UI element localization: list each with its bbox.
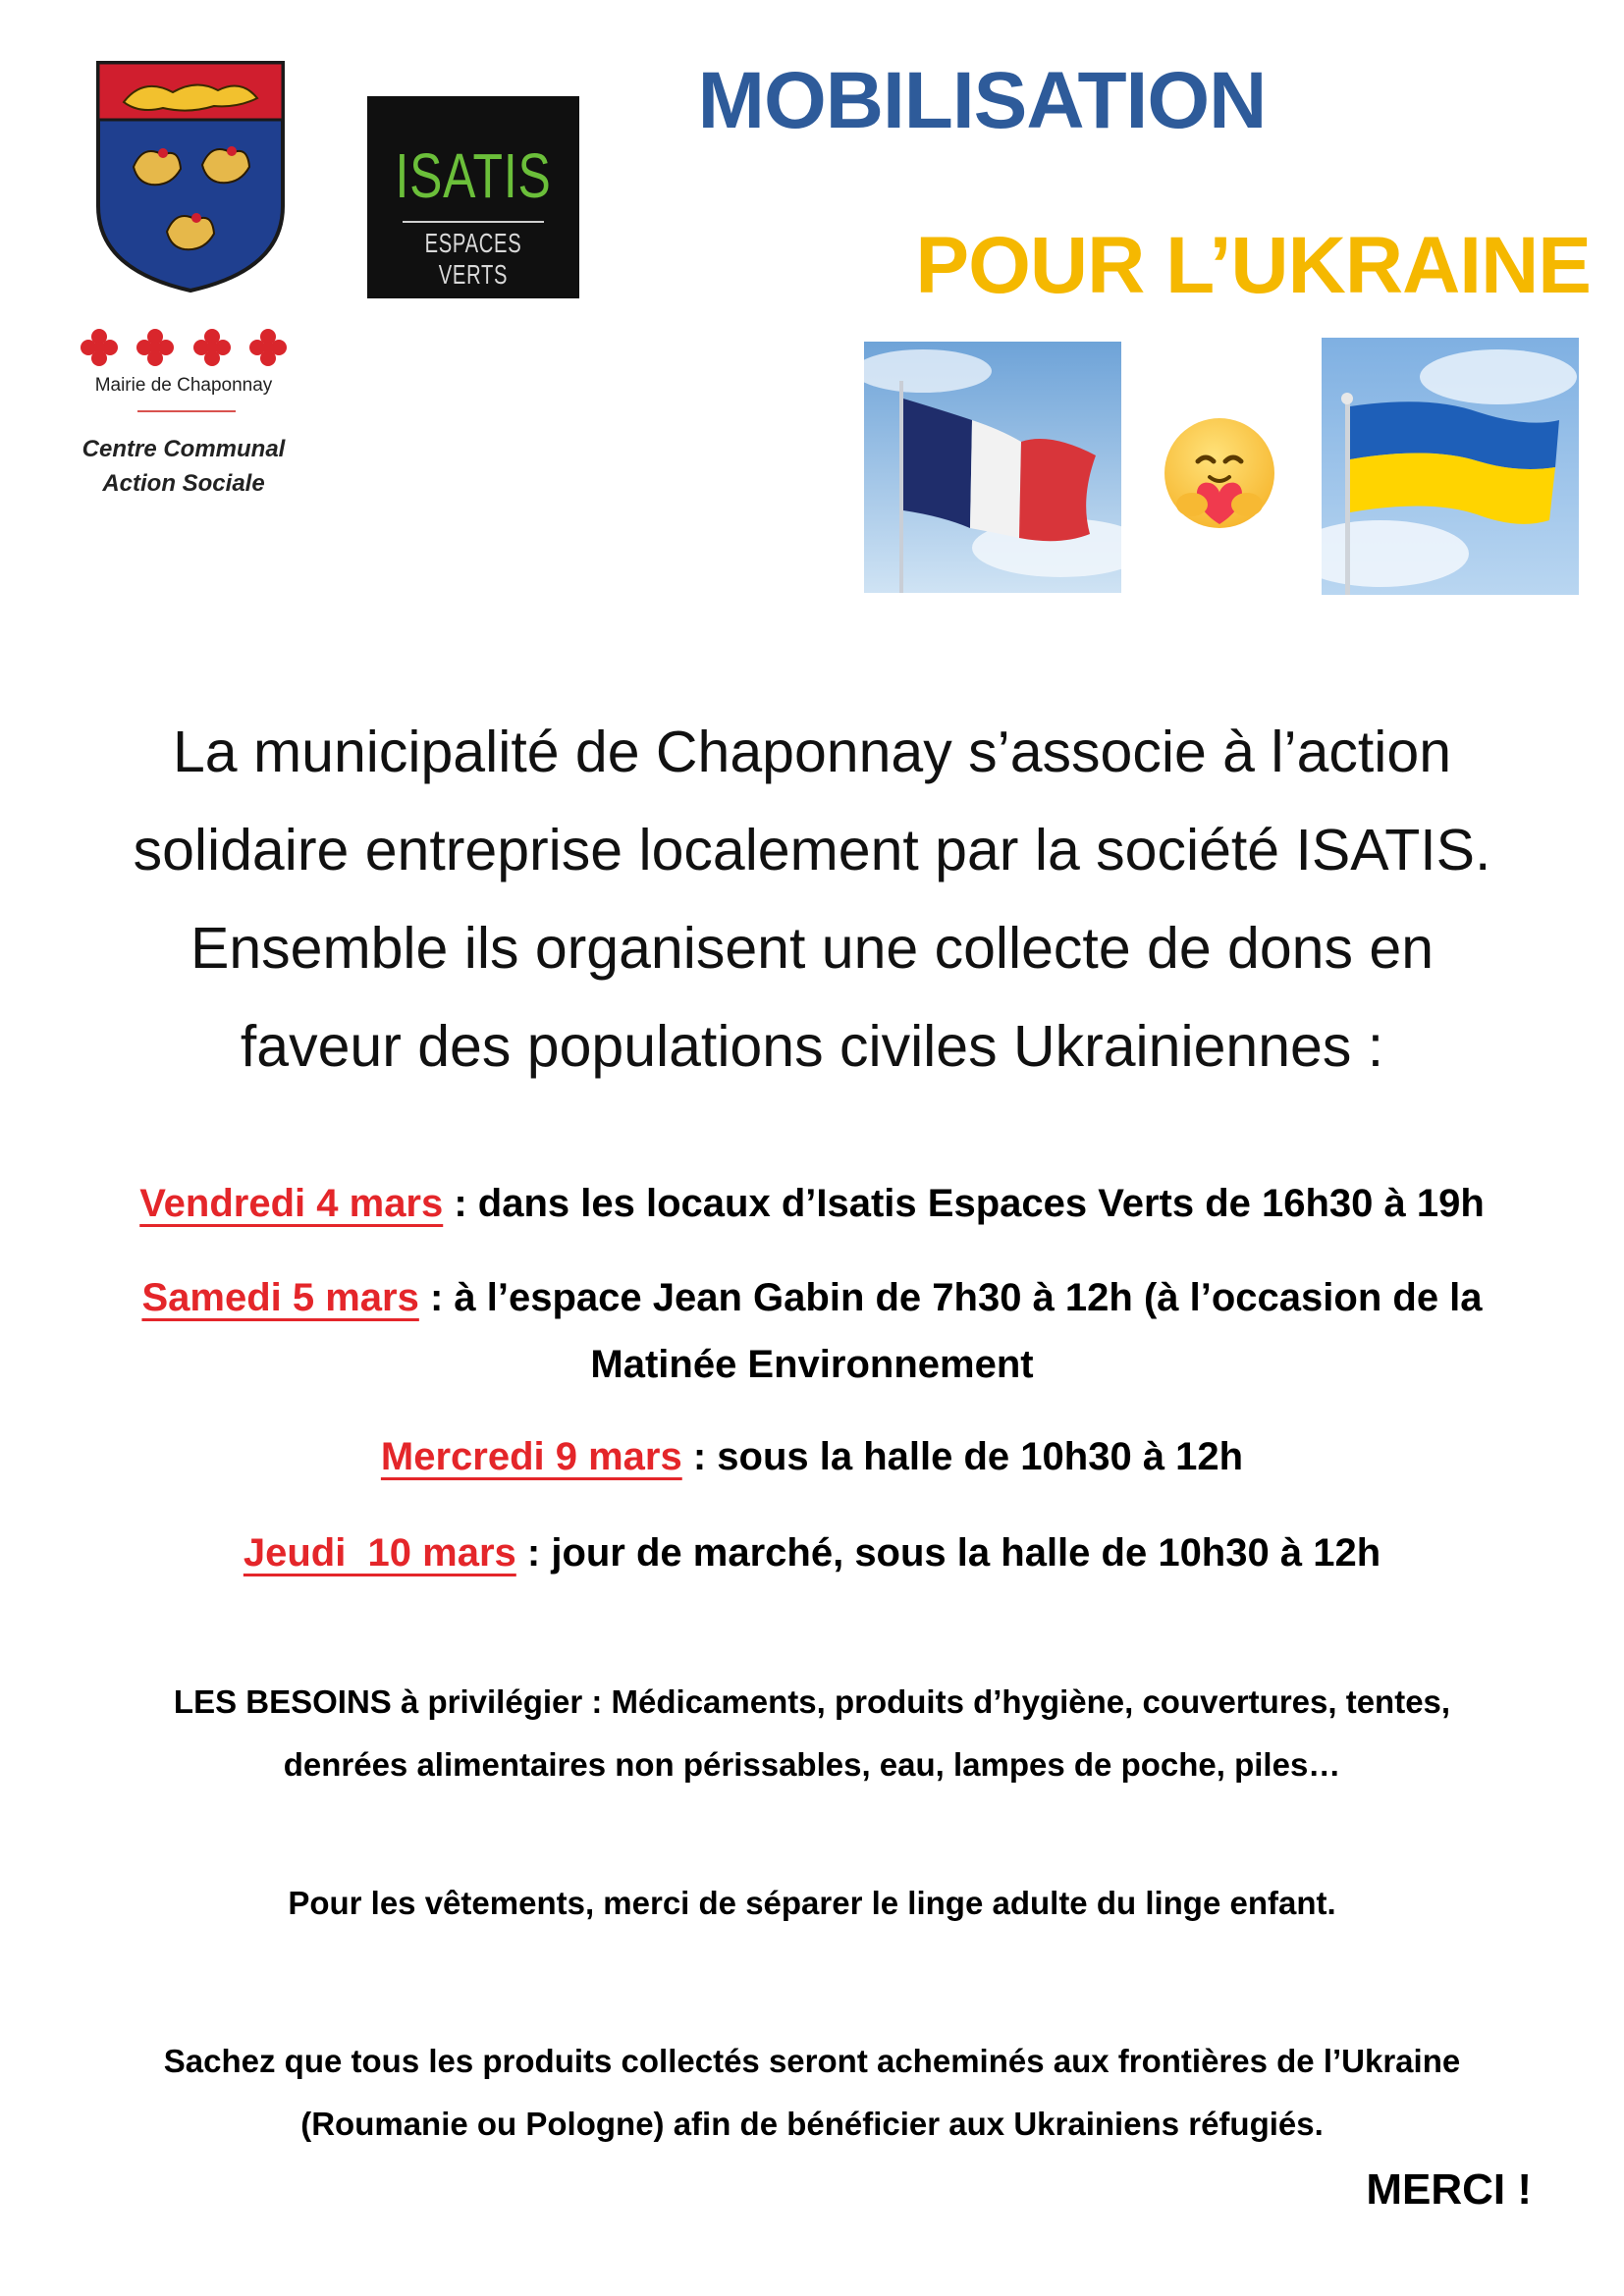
schedule-item xyxy=(39,1264,1585,1398)
isatis-logo-divider xyxy=(403,221,544,223)
isatis-logo xyxy=(367,96,579,298)
ukrainian-flag-photo xyxy=(1322,338,1579,595)
schedule-details: : dans les locaux d’Isatis Espaces Verts de 16h30 à 19h xyxy=(443,1182,1485,1225)
needs-line: LES BESOINS à privilégier : Médicaments, produits d’hygiène, couvertures, tentes, xyxy=(173,1683,1451,1720)
intro-line: faveur des populations civiles Ukrainiennes : xyxy=(240,1014,1384,1079)
schedule-details-continued: Matinée Environnement xyxy=(590,1343,1034,1386)
final-line: (Roumanie ou Pologne) afin de bénéficier aux Ukrainiens réfugiés. xyxy=(300,2106,1324,2142)
schedule-day: Vendredi 4 mars xyxy=(139,1182,444,1225)
schedule-day: Mercredi 9 mars xyxy=(380,1435,682,1478)
schedule-day: Samedi 5 mars xyxy=(141,1276,419,1319)
final-line: Sachez que tous les produits collectés seront acheminés aux frontières de l’Ukraine xyxy=(163,2043,1461,2079)
intro-line: solidaire entreprise localement par la société ISATIS. xyxy=(133,818,1491,882)
merci-text: MERCI ! xyxy=(1366,2165,1532,2214)
final-paragraph xyxy=(39,2030,1585,2156)
schedule-item xyxy=(39,1170,1585,1237)
care-hug-emoji-icon xyxy=(1159,414,1280,536)
flower-icon xyxy=(248,328,288,367)
isatis-logo-subtitle: ESPACES VERTS xyxy=(424,228,522,290)
mairie-label: Mairie de Chaponnay xyxy=(94,375,273,396)
ccas-line2: Action Sociale xyxy=(102,470,265,497)
intro-line: La municipalité de Chaponnay s’associe à l’action xyxy=(172,720,1452,784)
mairie-divider xyxy=(137,410,236,412)
french-flag-photo xyxy=(864,342,1121,593)
ccas-line1: Centre Communal xyxy=(81,436,286,462)
schedule-details: : sous la halle de 10h30 à 12h xyxy=(681,1435,1244,1478)
ccas-label xyxy=(59,432,308,501)
page-title-line2: POUR L’UKRAINE xyxy=(915,221,1591,310)
mairie-flowers xyxy=(71,328,297,377)
page-title-line1: MOBILISATION xyxy=(697,56,1267,145)
schedule-details: : jour de marché, sous la halle de 10h30 à 12h xyxy=(515,1531,1381,1575)
needs-line: denrées alimentaires non périssables, eau, lampes de poche, piles… xyxy=(283,1746,1341,1783)
flower-icon xyxy=(80,328,119,367)
chaponnay-coat-of-arms-icon xyxy=(94,59,287,294)
schedule-day: Jeudi 10 mars xyxy=(243,1531,516,1575)
flower-icon xyxy=(192,328,232,367)
flower-icon xyxy=(135,328,175,367)
clothes-note: Pour les vêtements, merci de séparer le linge adulte du linge enfant. xyxy=(288,1885,1336,1921)
schedule-item xyxy=(39,1520,1585,1586)
intro-line: Ensemble ils organisent une collecte de dons en xyxy=(189,916,1435,981)
needs-paragraph xyxy=(39,1671,1585,1796)
schedule-item xyxy=(39,1423,1585,1490)
isatis-logo-title: ISATIS xyxy=(395,140,552,211)
schedule-details: : à l’espace Jean Gabin de 7h30 à 12h (à l’occasion de la xyxy=(418,1276,1483,1319)
intro-paragraph xyxy=(39,703,1585,1095)
